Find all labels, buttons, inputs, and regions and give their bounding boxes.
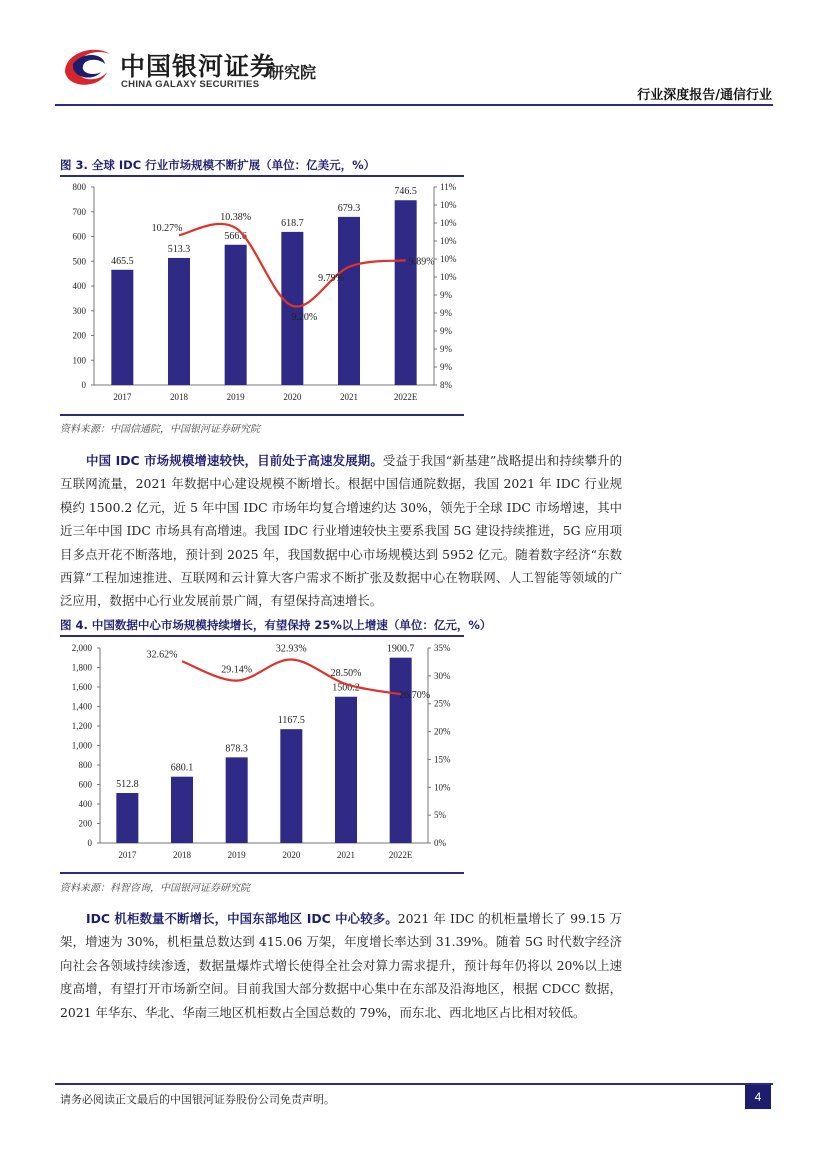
figure3-top-rule: [60, 175, 464, 177]
footer-disclaimer: 请务必阅读正文最后的中国银河证券股份公司免责声明。: [60, 1093, 335, 1106]
bar: [335, 697, 357, 843]
figure4-title: 图 4. 中国数据中心市场规模持续增长，有望保持 25%以上增速（单位：亿元，%）: [60, 618, 492, 632]
bar: [225, 245, 247, 385]
figure4-bottom-rule: [60, 872, 464, 874]
growth-rate-label: 26.70%: [399, 690, 431, 702]
bar: [111, 270, 133, 385]
y2-tick-label: 9%: [440, 290, 452, 300]
paragraph-idc-cabinets: [60, 907, 622, 1024]
y2-tick-label: 10%: [440, 236, 457, 246]
figure3-bottom-rule: [60, 414, 464, 416]
y2-tick-label: 0%: [434, 838, 446, 848]
y-tick-label: 200: [78, 818, 92, 829]
paragraph-china-idc: [60, 449, 622, 613]
figure3-source: 资料来源：中国信通院，中国银河证券研究院: [60, 424, 260, 435]
y2-tick-label: 15%: [434, 754, 451, 765]
x-tick-label: 2017: [118, 850, 137, 860]
figure3-title: 图 3. 全球 IDC 行业市场规模不断扩展（单位：亿美元，%）: [60, 158, 376, 172]
logo-english-name: CHINA GALAXY SECURITIES: [121, 79, 260, 90]
x-tick-label: 2019: [226, 392, 245, 402]
y-tick-label: 1,600: [71, 682, 92, 692]
y2-tick-label: 10%: [440, 218, 457, 228]
y2-tick-label: 10%: [440, 200, 457, 210]
y2-tick-label: 5%: [434, 810, 446, 821]
x-tick-label: 2020: [283, 392, 302, 402]
y-tick-label: 300: [72, 305, 86, 316]
figure4-chart: [60, 638, 470, 868]
bar: [280, 729, 302, 843]
y-tick-label: 0: [81, 380, 86, 390]
x-tick-label: 2021: [340, 392, 358, 402]
y2-tick-label: 25%: [434, 698, 451, 709]
growth-rate-label: 9.20%: [291, 311, 318, 323]
institute-label: 研究院: [268, 63, 317, 82]
y-tick-label: 800: [78, 760, 92, 770]
y-tick-label: 700: [72, 206, 86, 217]
bar-value-label: 746.5: [394, 186, 417, 198]
bar: [226, 757, 248, 843]
y-tick-label: 100: [72, 355, 86, 366]
paragraph-idc-cabinets-body: 2021 年 IDC 的机柜量增长了 99.15 万架，增速为 30%，机柜量总数达到 415.06 万架，年度增长率达到 31.39%。随着 5G 时代数字经济向社会各领域持续渗透，数据量爆炸式增长使得全社会对算力需求提升，预计每年仍将以 20%以上速度高增，有望打开市场新空间。目前我国大部分数据中心集中在东部及沿海地区，根据 CDCC 数据，2021 年华东、华北、华南三地区机柜数占全国总数的 79%，而东北、西北地区占比相对较低。: [60, 911, 622, 1020]
y2-tick-label: 30%: [434, 670, 451, 681]
y-tick-label: 600: [72, 231, 86, 242]
y2-tick-label: 9%: [440, 326, 452, 336]
y-tick-label: 800: [72, 182, 86, 192]
y-tick-label: 400: [72, 281, 86, 291]
bar: [390, 658, 412, 843]
y2-tick-label: 9%: [440, 362, 452, 372]
y2-tick-label: 20%: [434, 726, 451, 737]
x-tick-label: 2021: [337, 850, 355, 860]
y2-tick-label: 9%: [440, 308, 452, 318]
report-type-label: 行业深度报告/通信行业: [637, 88, 772, 103]
y-tick-label: 2,000: [71, 643, 92, 653]
x-tick-label: 2022E: [393, 392, 418, 402]
y-tick-label: 200: [72, 330, 86, 341]
growth-rate-label: 9.79%: [318, 272, 344, 284]
bar-value-label: 566.6: [224, 230, 247, 242]
x-tick-label: 2018: [173, 850, 191, 860]
bar-value-label: 512.8: [116, 779, 139, 791]
bar-value-label: 680.1: [170, 762, 194, 774]
y2-tick-label: 10%: [434, 782, 451, 793]
y2-tick-label: 9%: [440, 344, 452, 354]
galaxy-logo-icon: [55, 42, 115, 92]
y-tick-label: 1,200: [71, 721, 92, 731]
y2-tick-label: 10%: [440, 254, 457, 264]
y-tick-label: 1,000: [71, 740, 92, 751]
y-tick-label: 600: [78, 779, 92, 790]
y-tick-label: 400: [78, 799, 92, 809]
logo-chinese-name: 中国银河证券: [120, 52, 277, 81]
bar-value-label: 465.5: [111, 255, 134, 267]
bar: [171, 777, 193, 843]
paragraph-china-idc-body: 受益于我国“新基建”战略提出和持续攀升的互联网流量，2021 年数据中心建设规模不断增长。根据中国信通院数据，我国 2021 年 IDC 行业规模约 1500.2 亿元，近 5 年中国 IDC 市场年均复合增速约达 30%，领先于全球 IDC 市场增速，其中近三年中国 IDC 市场具有高增速。我国 IDC 行业增速较快主要系我国 5G 建设持续推进，5G 应用项目多点开花不断落地，预计到 2025 年，我国数据中心市场规模达到 5952 亿元。随着数字经济“东数西算”工程加速推进、互联网和云计算大客户需求不断扩张及数据中心在物联网、人工智能等领域的广泛应用，数据中心行业发展前景广阔，有望保持高速增长。: [60, 453, 623, 609]
bar-value-label: 618.7: [281, 217, 304, 229]
bar-value-label: 679.3: [337, 202, 361, 214]
page-number: 4: [745, 1085, 771, 1109]
paragraph-china-idc-lead: 中国 IDC 市场规模增速较快，目前处于高速发展期。: [86, 453, 383, 468]
growth-rate-label: 32.93%: [275, 643, 307, 655]
growth-rate-label: 29.14%: [221, 664, 253, 676]
footer-rule: [55, 1083, 773, 1085]
y-tick-label: 1,800: [71, 662, 92, 673]
figure4-top-rule: [60, 635, 464, 637]
growth-rate-label: 10.38%: [220, 211, 252, 223]
bar: [281, 232, 303, 385]
bar-value-label: 1167.5: [277, 715, 305, 727]
growth-rate-label: 9.89%: [408, 256, 435, 268]
growth-rate-line: [182, 660, 401, 695]
y-tick-label: 1,400: [71, 701, 92, 712]
x-tick-label: 2020: [282, 850, 301, 860]
x-tick-label: 2019: [227, 850, 246, 860]
growth-rate-label: 10.27%: [151, 223, 183, 235]
growth-rate-label: 32.62%: [146, 649, 178, 661]
figure4-source: 资料来源：科智咨询，中国银河证券研究院: [60, 883, 250, 894]
bar: [395, 200, 417, 385]
y-tick-label: 500: [72, 256, 86, 267]
growth-rate-label: 28.50%: [330, 668, 362, 680]
bar: [116, 793, 138, 843]
bar-value-label: 878.3: [225, 743, 248, 755]
bar: [168, 258, 190, 385]
y2-tick-label: 35%: [434, 643, 451, 653]
x-tick-label: 2022E: [388, 850, 413, 860]
x-tick-label: 2017: [113, 392, 132, 402]
x-tick-label: 2018: [170, 392, 188, 402]
y2-tick-label: 10%: [440, 272, 457, 282]
paragraph-idc-cabinets-lead: IDC 机柜数量不断增长，中国东部地区 IDC 中心较多。: [86, 911, 398, 926]
y2-tick-label: 11%: [440, 182, 457, 192]
bar-value-label: 513.3: [167, 243, 191, 255]
bar-value-label: 1500.2: [332, 682, 360, 694]
bar-value-label: 1900.7: [386, 643, 415, 655]
y-tick-label: 0: [87, 838, 92, 848]
header-rule: [55, 104, 773, 106]
bar: [338, 217, 360, 385]
figure3-chart: [60, 178, 470, 412]
y2-tick-label: 8%: [440, 380, 452, 390]
